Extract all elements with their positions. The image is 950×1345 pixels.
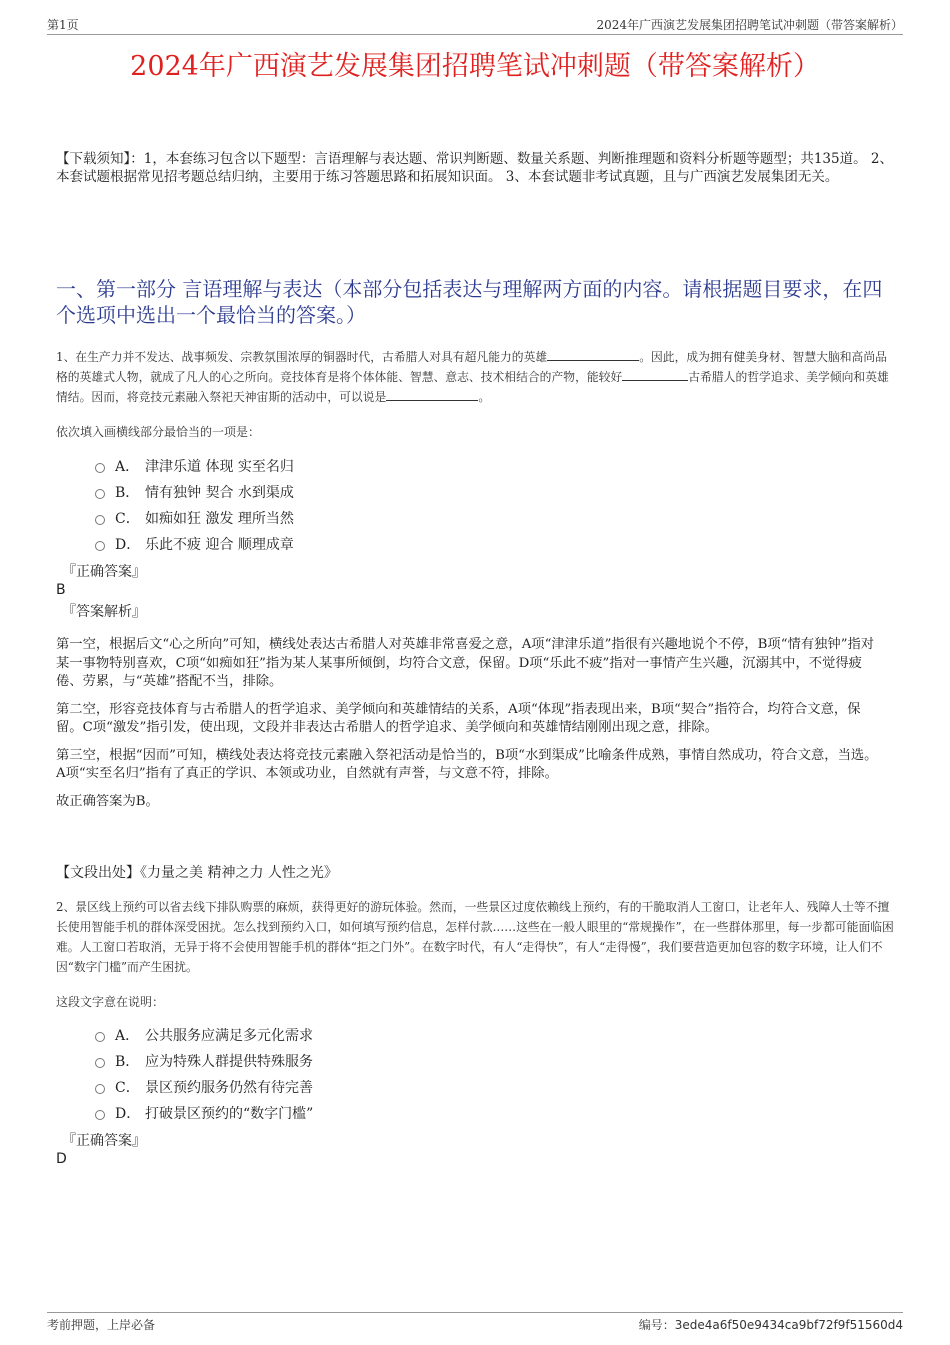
answer-analysis — [56, 636, 880, 820]
fill-blank-3 — [386, 388, 478, 401]
option-a[interactable]: A． 公共服务应满足多元化需求 — [95, 1022, 313, 1048]
radio-icon[interactable] — [95, 1110, 105, 1120]
answer-label: 『正确答案』 — [62, 1133, 146, 1149]
option-b[interactable]: B． 应为特殊人群提供特殊服务 — [95, 1048, 313, 1074]
question-1-options — [95, 453, 294, 557]
radio-icon[interactable] — [95, 515, 105, 525]
footer-code: 编号：3ede4a6f50e9434ca9bf72f9f51560d4 — [638, 1318, 903, 1332]
option-c[interactable]: C． 如痴如狂 激发 理所当然 — [95, 505, 294, 531]
question-1-ask: 依次填入画横线部分最恰当的一项是： — [56, 425, 261, 439]
radio-icon[interactable] — [95, 1032, 105, 1042]
option-b[interactable]: B． 情有独钟 契合 水到渠成 — [95, 479, 294, 505]
section-title: 一、第一部分 言语理解与表达（本部分包括表达与理解两方面的内容。请根据题目要求，在四个选项中选出一个最恰当的答案。） — [56, 277, 883, 327]
question-2-stem: 2、景区线上预约可以省去线下排队购票的麻烦，获得更好的游玩体验。然而，一些景区过度依赖线上预约，有的干脆取消人工窗口，让老年人、残障人士等不擅长使用智能手机的群体深受困扰。怎么找到预约入口，如何填写预约信息，怎样付款……这些在一般人眼里的“常规操作”，在一些群体那里，每一步都可能面临困难。人工窗口若取消，无异于将不会使用智能手机的群体“拒之门外”。在数字时代，有人“走得快”，有人“走得慢”，我们要营造更加包容的数字环境，让人们不因“数字门槛”而产生困扰。 — [56, 900, 894, 974]
question-2-options — [95, 1022, 313, 1126]
document-title: 2024年广西演艺发展集团招聘笔试冲刺题（带答案解析） — [130, 51, 820, 82]
answer-value: D — [56, 1151, 67, 1167]
radio-icon[interactable] — [95, 541, 105, 551]
option-d[interactable]: D． 乐此不疲 迎合 顺理成章 — [95, 531, 294, 557]
option-a[interactable]: A． 津津乐道 体现 实至名归 — [95, 453, 294, 479]
analysis-paragraph: 第三空，根据“因而”可知，横线处表达将竞技元素融入祭祀活动是恰当的，B项“水到渠成”比喻条件成熟，事情自然成功，符合文意，当选。A项“实至名归”指有了真正的学识、本领或功业，自然就有声誉，与文意不符，排除。 — [56, 747, 878, 781]
fill-blank-1 — [547, 348, 639, 361]
radio-icon[interactable] — [95, 1084, 105, 1094]
fill-blank-2 — [622, 368, 688, 381]
option-d[interactable]: D． 打破景区预约的“数字门槛” — [95, 1100, 313, 1126]
radio-icon[interactable] — [95, 463, 105, 473]
page-header — [47, 14, 903, 35]
question-2-ask: 这段文字意在说明： — [56, 995, 165, 1009]
option-c[interactable]: C． 景区预约服务仍然有待完善 — [95, 1074, 313, 1100]
answer-label: 『正确答案』 — [62, 564, 146, 580]
question-1-stem: 1、在生产力并不发达、战事频发、宗教氛围浓厚的铜器时代，古希腊人对具有超凡能力的英雄 。因此，成为拥有健美身材、智慧大脑和高尚品格的英雄式人物，就成了凡人的心之所向。竞技体育是将个体体能、智慧、意志、技术相结合的产物，能较好 古希腊人的哲学追求、美学倾向和英雄情结。因而，将竞技元素融入祭祀天神宙斯的活动中，可以说是 。 — [56, 350, 889, 404]
passage-source: 【文段出处】《力量之美 精神之力 人性之光》 — [56, 865, 338, 881]
analysis-label: 『答案解析』 — [62, 604, 146, 620]
footer-slogan: 考前押题，上岸必备 — [47, 1318, 156, 1332]
analysis-paragraph: 第二空，形容竞技体育与古希腊人的哲学追求、美学倾向和英雄情结的关系，A项“体现”指表现出来，B项“契合”指符合，均符合文意，保留。C项“激发”指引发，使出现，文段并非表达古希腊人的哲学追求、美学倾向和英雄情结刚刚出现之意，排除。 — [56, 701, 861, 735]
radio-icon[interactable] — [95, 489, 105, 499]
analysis-paragraph: 故正确答案为B。 — [56, 793, 159, 809]
analysis-paragraph: 第一空，根据后文“心之所向”可知，横线处表达古希腊人对英雄非常喜爱之意，A项“津津乐道”指很有兴趣地说个不停，B项“情有独钟”指对某一事物特别喜欢，C项“如痴如狂”指为某人某事所倾倒，均符合文意，保留。D项“乐此不疲”指对一事情产生兴趣，沉溺其中，不觉得疲倦、劳累，与“英雄”搭配不当，排除。 — [56, 637, 875, 689]
download-notice: 【下载须知】：1，本套练习包含以下题型：言语理解与表达题、常识判断题、数量关系题、判断推理题和资料分析题等题型；共135道。 2、本套试题根据常见招考题总结归纳，主要用于练习答题思路和拓展知识面。 3、本套试题非考试真题，且与广西演艺发展集团无关。 — [56, 151, 893, 185]
answer-value: B — [56, 582, 66, 598]
page-number: 第1页 — [47, 18, 79, 32]
radio-icon[interactable] — [95, 1058, 105, 1068]
page-footer — [47, 1312, 903, 1332]
header-doc-title: 2024年广西演艺发展集团招聘笔试冲刺题（带答案解析） — [596, 18, 903, 32]
